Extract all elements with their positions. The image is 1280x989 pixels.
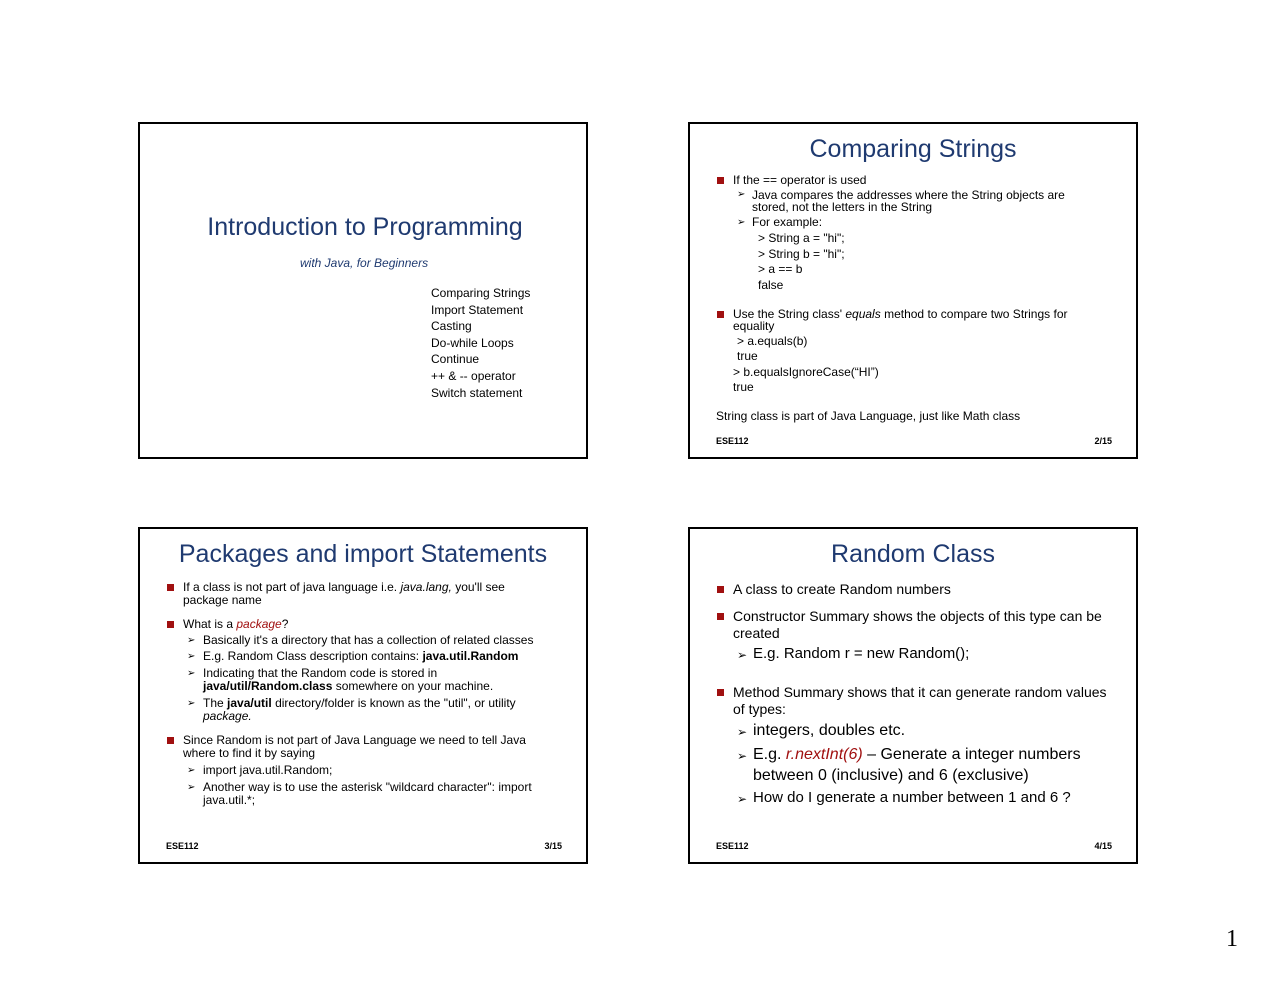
topic-item: ++ & -- operator bbox=[431, 368, 516, 383]
footer-course: ESE112 bbox=[716, 436, 749, 446]
bullet-square-icon bbox=[167, 621, 174, 628]
code-block bbox=[758, 231, 845, 293]
topic-item: Casting bbox=[431, 319, 472, 334]
sub-bullet-text: E.g. Random r = new Random(); bbox=[753, 645, 970, 662]
sub-bullet-text: E.g. r.nextInt(6) – Generate a integer numbers bbox=[753, 746, 1081, 763]
footer-page: 2/15 bbox=[1094, 436, 1112, 446]
arrow-bullet-icon: ➢ bbox=[187, 765, 196, 776]
slide-3 bbox=[138, 527, 588, 864]
topic-item: Import Statement bbox=[431, 302, 524, 317]
bullet-text: If a class is not part of java language i.e. java.lang, you'll see bbox=[183, 580, 505, 594]
sub-bullet-text: The java/util directory/folder is known as the "util", or utility bbox=[203, 696, 516, 710]
example-line: > a.equals(b) bbox=[737, 334, 808, 348]
arrow-bullet-icon: ➢ bbox=[737, 189, 746, 200]
sub-bullet-text: Basically it's a directory that has a collection of related classes bbox=[203, 633, 534, 647]
footer-page: 3/15 bbox=[544, 841, 562, 851]
code-line: > a == b bbox=[758, 262, 803, 276]
arrow-bullet-icon: ➢ bbox=[187, 782, 196, 793]
sub-bullet-text: stored, not the letters in the String bbox=[752, 200, 933, 214]
bullet-square-icon bbox=[717, 311, 724, 318]
footer-course: ESE112 bbox=[166, 841, 199, 851]
sub-bullet-text: E.g. Random Class description contains: java.util.Random bbox=[203, 649, 519, 663]
bullet-text: of types: bbox=[733, 701, 786, 717]
arrow-bullet-icon: ➢ bbox=[737, 725, 748, 739]
topic-item: Switch statement bbox=[431, 385, 523, 400]
code-line: > String b = "hi"; bbox=[758, 246, 845, 261]
arrow-bullet-icon: ➢ bbox=[737, 648, 748, 662]
slide-2 bbox=[688, 122, 1138, 459]
bullet-text: equality bbox=[733, 319, 775, 333]
sub-bullet-text: How do I generate a number between 1 and 6 ? bbox=[753, 789, 1071, 806]
topic-item: Do-while Loops bbox=[431, 335, 514, 350]
bullet-text: A class to create Random numbers bbox=[733, 581, 951, 597]
example-line: true bbox=[733, 380, 754, 394]
bullet-text: created bbox=[733, 625, 780, 641]
bullet-square-icon bbox=[717, 689, 724, 696]
topic-item: Comparing Strings bbox=[431, 286, 531, 300]
footer-page: 4/15 bbox=[1094, 841, 1112, 851]
bullet-text: Since Random is not part of Java Language we need to tell Java bbox=[183, 733, 526, 747]
arrow-bullet-icon: ➢ bbox=[737, 217, 746, 228]
sub-bullet-text: Another way is to use the asterisk "wildcard character": import bbox=[203, 780, 532, 794]
sub-bullet-text: java.util.*; bbox=[203, 793, 256, 807]
sub-bullet-text: Java compares the addresses where the String objects are bbox=[752, 188, 1065, 202]
bullet-square-icon bbox=[717, 586, 724, 593]
bullet-text: where to find it by saying bbox=[183, 746, 316, 760]
code-line: false bbox=[758, 277, 784, 292]
bullet-square-icon bbox=[167, 584, 174, 591]
topic-item: Continue bbox=[431, 352, 480, 367]
sub-bullet-text: package. bbox=[203, 709, 252, 723]
bullet-square-icon bbox=[717, 613, 724, 620]
bullet-square-icon bbox=[167, 737, 174, 744]
arrow-bullet-icon: ➢ bbox=[187, 635, 196, 646]
slide-2-title: Comparing Strings bbox=[809, 135, 1017, 163]
bullet-text: Constructor Summary shows the objects of this type can be bbox=[733, 608, 1102, 624]
arrow-bullet-icon: ➢ bbox=[187, 668, 196, 679]
sub-bullet-text: Indicating that the Random code is stored in bbox=[203, 666, 438, 680]
sub-bullet-text: between 0 (inclusive) and 6 (exclusive) bbox=[753, 767, 1029, 784]
slide-1 bbox=[138, 122, 588, 459]
code-line: > String a = "hi"; bbox=[758, 231, 845, 245]
note-text: String class is part of Java Language, just like Math class bbox=[716, 409, 1021, 423]
slide-3-title: Packages and import Statements bbox=[178, 540, 548, 568]
slide-4 bbox=[688, 527, 1138, 864]
footer-course: ESE112 bbox=[716, 841, 749, 851]
arrow-bullet-icon: ➢ bbox=[187, 651, 196, 662]
sub-bullet-text: import java.util.Random; bbox=[203, 763, 333, 777]
arrow-bullet-icon: ➢ bbox=[737, 749, 748, 763]
slide-1-subtitle: with Java, for Beginners bbox=[300, 256, 429, 270]
sub-bullet-text: For example: bbox=[752, 215, 823, 229]
bullet-text: If the == operator is used bbox=[733, 173, 867, 187]
bullet-square-icon bbox=[717, 177, 724, 184]
slide-4-title: Random Class bbox=[831, 540, 995, 568]
page-number: 1 bbox=[1226, 926, 1238, 952]
bullet-text: Use the String class' equals method to compare two Strings for bbox=[733, 307, 1068, 321]
sub-bullet-text: integers, doubles etc. bbox=[753, 722, 906, 739]
example-line: > b.equalsIgnoreCase(“HI”) bbox=[733, 365, 879, 379]
slide-1-title: Introduction to Programming bbox=[207, 213, 523, 241]
sub-bullet-text: java/util/Random.class somewhere on your machine. bbox=[203, 679, 494, 693]
bullet-text: What is a package? bbox=[183, 617, 289, 631]
bullet-text: Method Summary shows that it can generate random values bbox=[733, 684, 1107, 700]
example-line: true bbox=[737, 349, 758, 363]
bullet-text: package name bbox=[183, 593, 262, 607]
topic-list bbox=[431, 285, 530, 401]
arrow-bullet-icon: ➢ bbox=[187, 698, 196, 709]
arrow-bullet-icon: ➢ bbox=[737, 792, 748, 806]
